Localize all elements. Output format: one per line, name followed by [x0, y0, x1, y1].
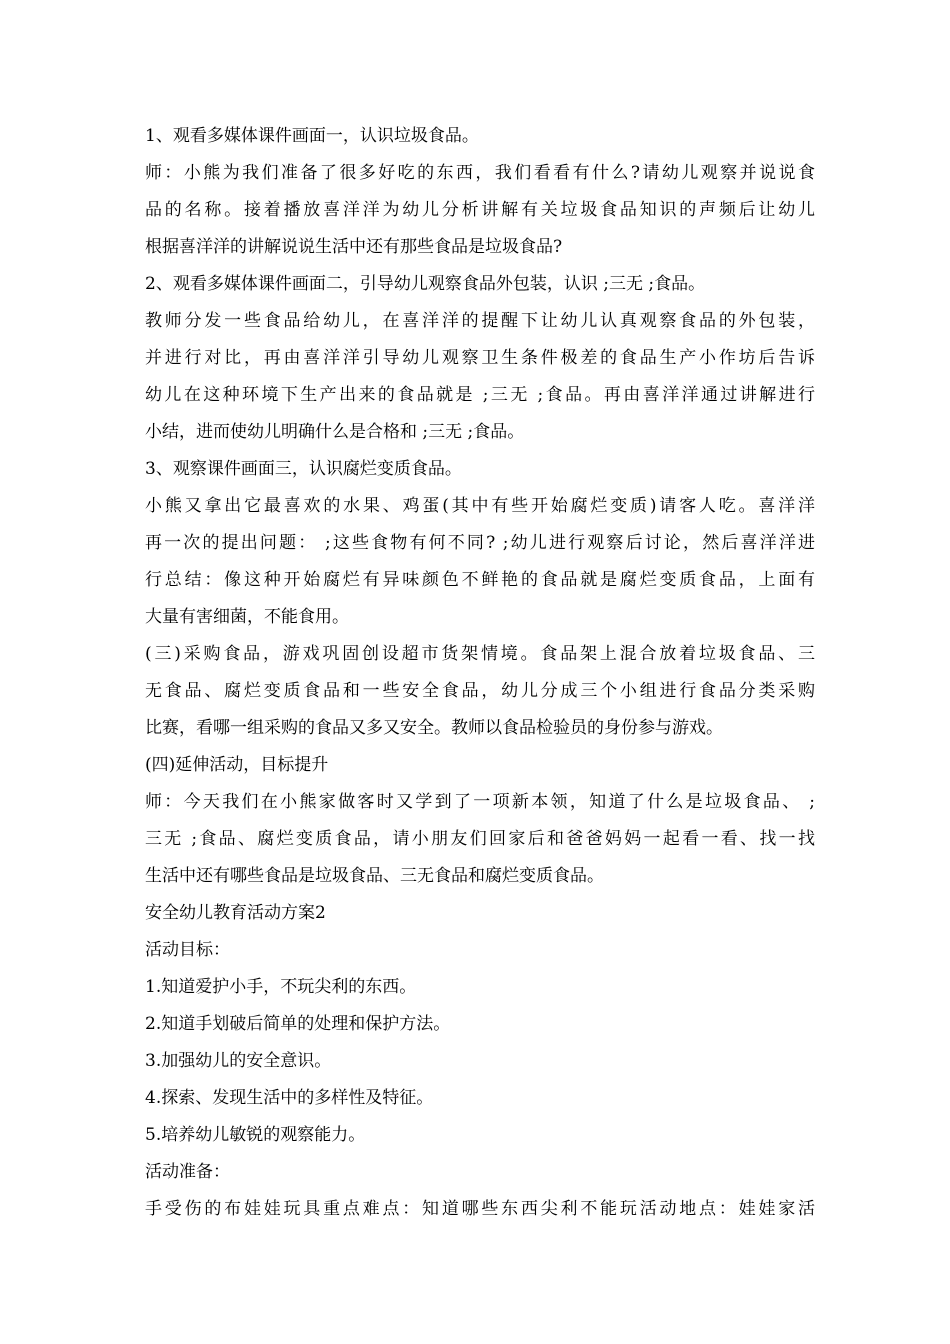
text-line: 3、观察课件画面三，认识腐烂变质食品。	[145, 459, 462, 479]
document-body	[145, 118, 815, 1228]
text-line: 小结，进而使幼儿明确什么是合格和 ;三无 ;食品。	[145, 422, 525, 442]
text-line: 大量有害细菌，不能食用。	[145, 607, 349, 627]
text-line: 生活中还有哪些食品是垃圾食品、三无食品和腐烂变质食品。	[145, 866, 604, 886]
text-line: (四)延伸活动，目标提升	[145, 755, 329, 775]
text-line: 行总结：像这种开始腐烂有异味颜色不鲜艳的食品就是腐烂变质食品，上面有	[145, 570, 815, 590]
list-item: 1.知道爱护小手，不玩尖利的东西。	[145, 977, 417, 997]
section-heading: 安全幼儿教育活动方案2	[145, 903, 326, 923]
text-line: 比赛，看哪一组采购的食品又多又安全。教师以食品检验员的身份参与游戏。	[145, 718, 723, 738]
text-line: 品的名称。接着播放喜洋洋为幼儿分析讲解有关垃圾食品知识的声频后让幼儿	[145, 200, 815, 220]
list-item: 2.知道手划破后简单的处理和保护方法。	[145, 1014, 451, 1034]
list-item: 5.培养幼儿敏锐的观察能力。	[145, 1125, 366, 1145]
text-line: 根据喜洋洋的讲解说说生活中还有那些食品是垃圾食品?	[145, 237, 563, 257]
text-line: 活动目标：	[145, 940, 230, 960]
list-item: 4.探索、发现生活中的多样性及特征。	[145, 1088, 434, 1108]
text-line: 并进行对比，再由喜洋洋引导幼儿观察卫生条件极差的食品生产小作坊后告诉	[145, 348, 815, 368]
text-line: 再一次的提出问题： ;这些食物有何不同? ;幼儿进行观察后讨论，然后喜洋洋进	[145, 533, 815, 553]
text-line: 小熊又拿出它最喜欢的水果、鸡蛋(其中有些开始腐烂变质)请客人吃。喜洋洋	[145, 496, 815, 516]
text-line: 手受伤的布娃娃玩具重点难点：知道哪些东西尖利不能玩活动地点：娃娃家活	[145, 1199, 815, 1219]
text-line: 无食品、腐烂变质食品和一些安全食品，幼儿分成三个小组进行食品分类采购	[145, 681, 815, 701]
text-line: 三无 ;食品、腐烂变质食品，请小朋友们回家后和爸爸妈妈一起看一看、找一找	[145, 829, 815, 849]
text-line: 教师分发一些食品给幼儿，在喜洋洋的提醒下让幼儿认真观察食品的外包装，	[145, 311, 815, 331]
text-line: (三)采购食品，游戏巩固创设超市货架情境。食品架上混合放着垃圾食品、三	[145, 644, 815, 664]
text-line: 幼儿在这种环境下生产出来的食品就是 ;三无 ;食品。再由喜洋洋通过讲解进行	[145, 385, 815, 405]
list-item: 3.加强幼儿的安全意识。	[145, 1051, 332, 1071]
text-line: 师：今天我们在小熊家做客时又学到了一项新本领，知道了什么是垃圾食品、 ;	[145, 792, 815, 812]
text-line: 2、观看多媒体课件画面二，引导幼儿观察食品外包装，认识 ;三无 ;食品。	[145, 274, 706, 294]
text-line: 师：小熊为我们准备了很多好吃的东西，我们看看有什么?请幼儿观察并说说食	[145, 163, 815, 183]
text-line: 活动准备：	[145, 1162, 230, 1182]
text-line: 1、观看多媒体课件画面一，认识垃圾食品。	[145, 126, 479, 146]
